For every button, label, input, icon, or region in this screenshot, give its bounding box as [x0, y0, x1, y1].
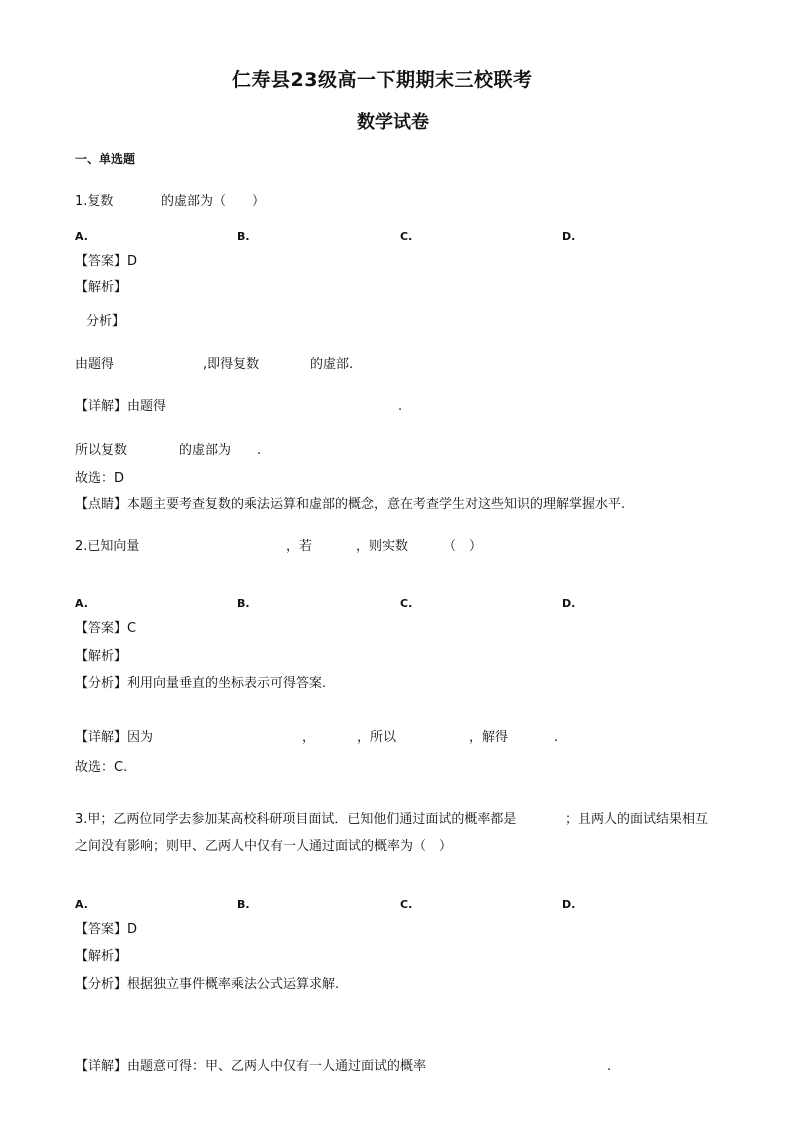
- q2-choice: 故选：C.: [75, 760, 128, 775]
- q1-conclusion-a: 所以复数: [75, 443, 128, 458]
- q1-analysis-line-b: ,即得复数: [203, 357, 260, 372]
- q1-stem-part-b: 的虚部为（ ）: [161, 194, 266, 209]
- q2-stem-part-a: 2.已知向量: [75, 539, 140, 554]
- q3-stem-part-b: ；且两人的面试结果相互: [565, 812, 709, 827]
- q2-option-b: B.: [237, 597, 250, 610]
- q1-comment: 【点睛】本题主要考查复数的乘法运算和虚部的概念，意在考查学生对这些知识的理解掌握水平.: [75, 497, 626, 512]
- q1-analysis-heading: 分析】: [86, 314, 126, 329]
- q2-stem-part-b: ，若: [286, 539, 313, 554]
- q2-detail-a: 【详解】因为: [75, 730, 154, 745]
- page-subtitle: 数学试卷: [357, 112, 429, 133]
- q1-analysis-label: 【解析】: [75, 280, 128, 295]
- q3-analysis-label: 【解析】: [75, 949, 128, 964]
- q1-conclusion-b: 的虚部为: [179, 443, 232, 458]
- q2-detail-c: ，所以: [357, 730, 397, 745]
- q2-analysis-label: 【解析】: [75, 649, 128, 664]
- q1-analysis-line-c: 的虚部.: [310, 357, 354, 372]
- q3-detail-a: 【详解】由题意可得：甲、乙两人中仅有一人通过面试的概率: [75, 1059, 427, 1074]
- q2-stem-part-c: ，则实数: [356, 539, 409, 554]
- q1-stem-part-a: 1.复数: [75, 194, 114, 209]
- q3-answer: 【答案】D: [75, 922, 138, 937]
- q2-option-d: D.: [562, 597, 576, 610]
- q1-option-c: C.: [400, 230, 413, 243]
- q2-detail-d: ，解得: [469, 730, 509, 745]
- q1-analysis-line-a: 由题得: [75, 357, 115, 372]
- q1-choice: 故选：D: [75, 471, 125, 486]
- q2-answer: 【答案】C: [75, 621, 137, 636]
- q3-stem-line-2: 之间没有影响；则甲、乙两人中仅有一人通过面试的概率为（ ）: [75, 839, 453, 854]
- section-heading: 一、单选题: [75, 152, 136, 166]
- q2-analysis: 【分析】利用向量垂直的坐标表示可得答案.: [75, 676, 327, 691]
- q1-detail-b: .: [398, 399, 403, 414]
- page-title: 仁寿县23级高一下期期末三校联考: [232, 69, 533, 91]
- q3-stem-part-a: 3.甲；乙两位同学去参加某高校科研项目面试．已知他们通过面试的概率都是: [75, 812, 517, 827]
- q3-analysis: 【分析】根据独立事件概率乘法公式运算求解.: [75, 977, 340, 992]
- q1-conclusion-c: .: [257, 443, 262, 458]
- q3-option-c: C.: [400, 898, 413, 911]
- q1-answer: 【答案】D: [75, 254, 138, 269]
- q2-detail-e: .: [554, 730, 559, 745]
- q2-option-a: A.: [75, 597, 88, 610]
- q1-option-a: A.: [75, 230, 88, 243]
- q1-option-d: D.: [562, 230, 576, 243]
- q3-option-a: A.: [75, 898, 88, 911]
- q1-option-b: B.: [237, 230, 250, 243]
- q3-detail-b: .: [607, 1059, 612, 1074]
- q2-detail-b: ，: [302, 730, 316, 745]
- q3-option-b: B.: [237, 898, 250, 911]
- q2-stem-part-d: （ ）: [443, 539, 483, 554]
- q1-detail-a: 【详解】由题得: [75, 399, 167, 414]
- q3-option-d: D.: [562, 898, 576, 911]
- q2-option-c: C.: [400, 597, 413, 610]
